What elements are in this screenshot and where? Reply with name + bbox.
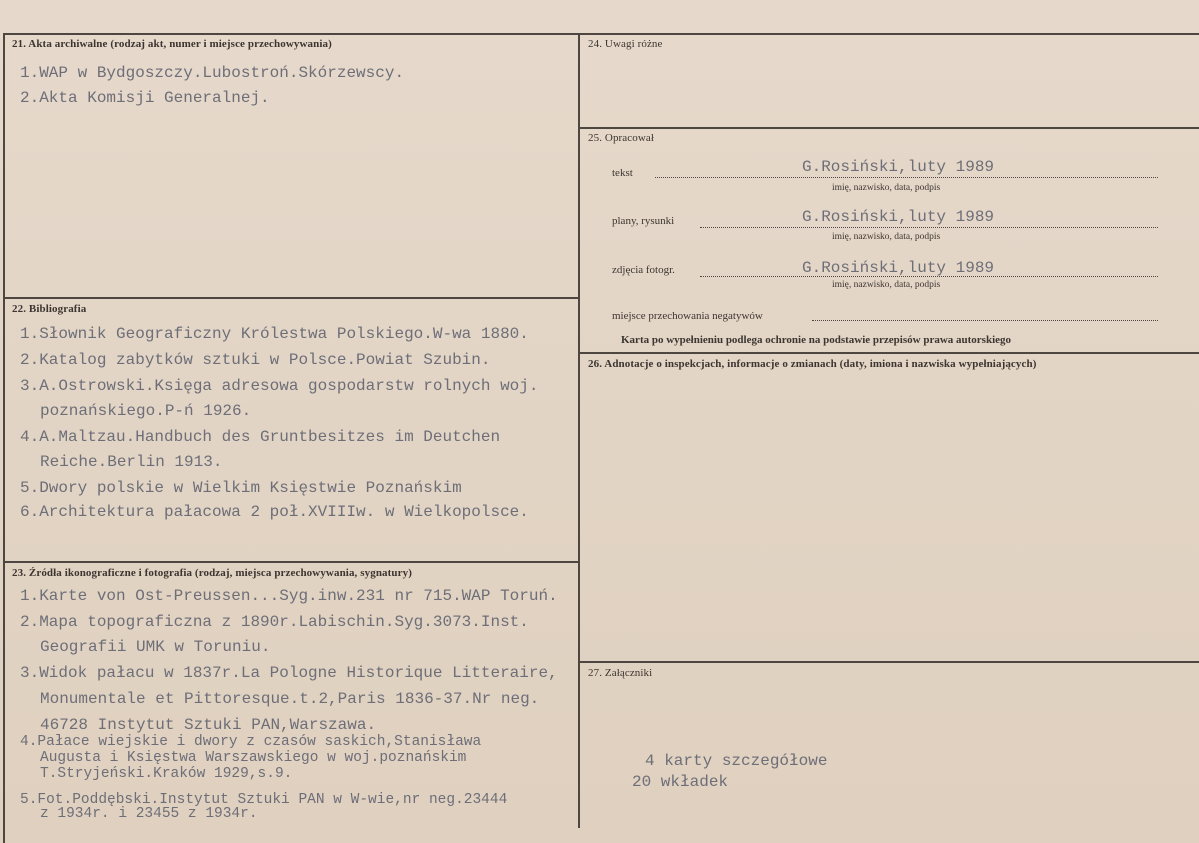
negatives-line xyxy=(812,320,1158,321)
bibliography-entry-3-cont: poznańskiego.P-ń 1926. xyxy=(40,402,252,420)
iconography-entry-4-cont2: T.Stryjeński.Kraków 1929,s.9. xyxy=(40,766,293,782)
center-divider xyxy=(578,33,580,828)
bibliography-entry-5: 5.Dwory polskie w Wielkim Księstwie Poznańskim xyxy=(20,479,462,497)
section-22-label: 22. Bibliografia xyxy=(12,303,87,315)
iconography-entry-5-cont: z 1934r. i 23455 z 1934r. xyxy=(40,806,258,822)
divider-25-26 xyxy=(579,352,1199,354)
section-21-label: 21. Akta archiwalne (rodzaj akt, numer i miejsce przechowywania) xyxy=(12,38,332,50)
field-zdjecia-caption: imię, nazwisko, data, podpis xyxy=(832,280,941,290)
bibliography-entry-4: 4.A.Maltzau.Handbuch des Gruntbesitzes im Deutchen xyxy=(20,428,501,446)
iconography-entry-2: 2.Mapa topograficzna z 1890r.Labischin.Syg.3073.Inst. xyxy=(20,613,529,631)
left-border xyxy=(3,33,5,843)
bibliography-entry-2: 2.Katalog zabytków sztuki w Polsce.Powiat Szubin. xyxy=(20,351,491,369)
iconography-entry-1: 1.Karte von Ost-Preussen...Syg.inw.231 nr 715.WAP Toruń. xyxy=(20,587,558,605)
field-tekst-line xyxy=(655,177,1158,178)
bibliography-entry-6: 6.Architektura pałacowa 2 poł.XVIIIw. w Wielkopolsce. xyxy=(20,503,529,521)
divider-26-27 xyxy=(579,661,1199,663)
section-26-label: 26. Adnotacje o inspekcjach, informacje o zmianach (daty, imiona i nazwiska wypełniających) xyxy=(588,358,1037,370)
section-25-label: 25. Opracował xyxy=(588,132,655,144)
field-plany-caption: imię, nazwisko, data, podpis xyxy=(832,232,941,242)
section-27-label: 27. Załączniki xyxy=(588,667,653,679)
field-zdjecia-value: G.Rosiński,luty 1989 xyxy=(802,259,995,277)
bibliography-entry-1: 1.Słownik Geograficzny Królestwa Polskiego.W-wa 1880. xyxy=(20,325,529,343)
iconography-entry-3-cont2: 46728 Instytut Sztuki PAN,Warszawa. xyxy=(40,716,377,734)
field-zdjecia-label: zdjęcia fotogr. xyxy=(612,264,675,276)
divider-21-22 xyxy=(4,297,580,299)
iconography-entry-5: 5.Fot.Poddębski.Instytut Sztuki PAN w W-wie,nr neg.23444 xyxy=(20,792,508,808)
copyright-note: Karta po wypełnieniu podlega ochronie na podstawie przepisów prawa autorskiego xyxy=(621,334,1012,346)
field-tekst-value: G.Rosiński,luty 1989 xyxy=(802,158,995,176)
iconography-entry-3-cont: Monumentale et Pittoresque.t.2,Paris 1836-37.Nr neg. xyxy=(40,690,540,708)
field-tekst-caption: imię, nazwisko, data, podpis xyxy=(832,183,941,193)
field-plany-line xyxy=(700,227,1158,228)
attachment-entry-2: 20 wkładek xyxy=(632,773,729,791)
archive-entry-1: 1.WAP w Bydgoszczy.Lubostroń.Skórzewscy. xyxy=(20,64,405,82)
field-plany-value: G.Rosiński,luty 1989 xyxy=(802,208,995,226)
attachment-entry-1: 4 karty szczegółowe xyxy=(645,752,828,770)
archive-entry-2: 2.Akta Komisji Generalnej. xyxy=(20,89,270,107)
bibliography-entry-4-cont: Reiche.Berlin 1913. xyxy=(40,453,223,471)
iconography-entry-2-cont: Geografii UMK w Toruniu. xyxy=(40,638,271,656)
bibliography-entry-3: 3.A.Ostrowski.Księga adresowa gospodarstw rolnych woj. xyxy=(20,377,539,395)
divider-24-25 xyxy=(579,127,1199,129)
iconography-entry-4-cont: Augusta i Księstwa Warszawskiego w woj.poznańskim xyxy=(40,750,467,766)
field-tekst-label: tekst xyxy=(612,167,633,179)
field-plany-label: plany, rysunki xyxy=(612,215,675,227)
top-border xyxy=(4,33,1199,35)
iconography-entry-4: 4.Pałace wiejskie i dwory z czasów saskich,Stanisława xyxy=(20,734,482,750)
section-24-label: 24. Uwagi różne xyxy=(588,38,663,50)
divider-22-23 xyxy=(4,561,580,563)
negatives-label: miejsce przechowania negatywów xyxy=(612,310,763,322)
section-23-label: 23. Źródła ikonograficzne i fotografia (rodzaj, miejsca przechowywania, sygnatury) xyxy=(12,567,412,579)
field-zdjecia-line xyxy=(700,276,1158,277)
iconography-entry-3: 3.Widok pałacu w 1837r.La Pologne Historique Litteraire, xyxy=(20,664,558,682)
